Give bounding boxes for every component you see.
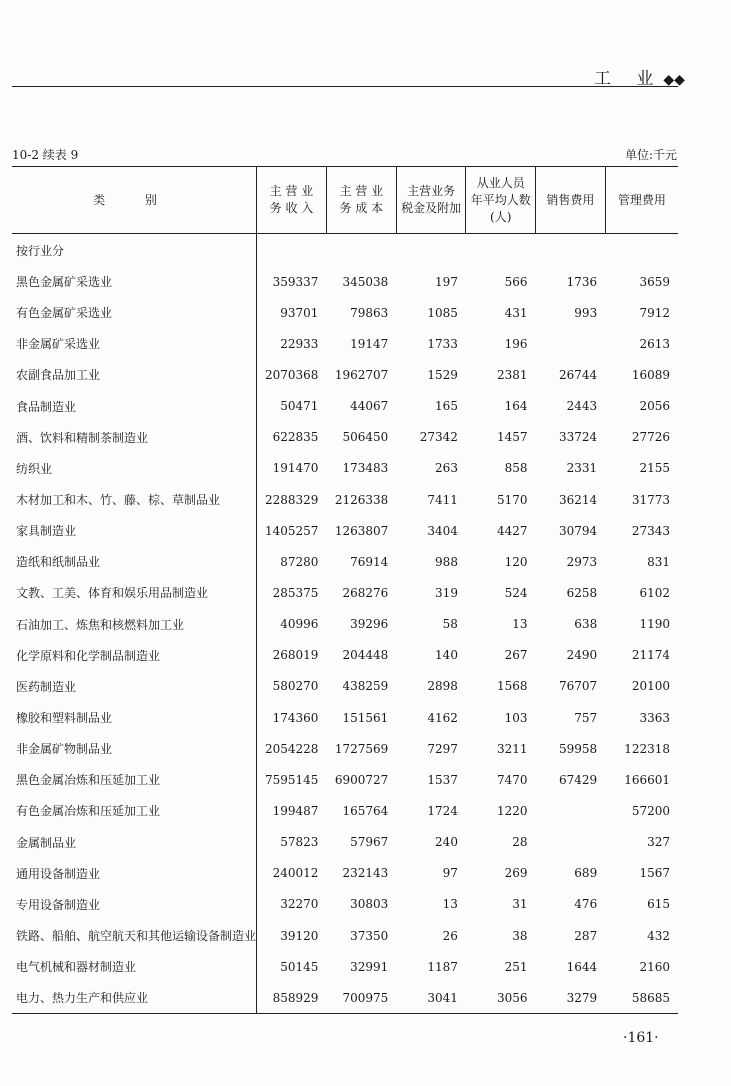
cost-cell: 6900727 <box>334 772 389 787</box>
sales-expense-cell <box>536 795 606 826</box>
cost-cell: 76914 <box>350 554 389 569</box>
industry-name: 通用设备制造业 <box>12 858 257 889</box>
cost-cell: 345038 <box>342 274 389 289</box>
sales-expense-cell: 476 <box>574 897 598 912</box>
group-label: 按行业分 <box>12 234 257 267</box>
employees-cell: 3211 <box>496 741 528 756</box>
table-row <box>12 266 678 297</box>
tax-cell: 1085 <box>427 305 458 320</box>
running-head-title: 工 业 <box>594 69 664 89</box>
table-row <box>12 702 678 733</box>
table-row <box>12 951 678 982</box>
admin-expense-cell: 3363 <box>639 710 670 725</box>
sales-expense-cell: 2331 <box>566 461 598 476</box>
tax-cell: 197 <box>435 274 458 289</box>
revenue-cell: 191470 <box>272 461 319 476</box>
table-row <box>12 764 678 795</box>
table-row <box>12 515 678 546</box>
admin-expense-cell: 21174 <box>631 648 670 663</box>
col-header-category: 类 别 <box>12 167 257 234</box>
revenue-cell: 50471 <box>280 399 319 414</box>
cost-cell: 44067 <box>350 399 389 414</box>
tax-cell: 319 <box>435 585 458 600</box>
table-header-row <box>12 167 678 234</box>
employees-cell: 269 <box>504 866 528 881</box>
cost-cell: 37350 <box>350 928 389 943</box>
table-row <box>12 827 678 858</box>
sales-expense-cell: 2443 <box>566 399 598 414</box>
cost-cell: 232143 <box>342 866 389 881</box>
admin-expense-cell: 6102 <box>639 585 670 600</box>
industry-name: 金属制品业 <box>12 827 257 858</box>
col-header-revenue: 主 营 业 务 收 入 <box>257 167 327 234</box>
table-row <box>12 920 678 951</box>
tax-cell: 988 <box>435 554 458 569</box>
revenue-cell: 858929 <box>257 982 327 1014</box>
tax-cell: 3041 <box>396 982 466 1014</box>
sales-expense-cell <box>536 827 606 858</box>
sales-expense-cell: 33724 <box>559 430 598 445</box>
revenue-cell: 22933 <box>280 336 319 351</box>
tax-cell: 2898 <box>427 679 458 694</box>
industry-name: 木材加工和木、竹、藤、棕、草制品业 <box>12 484 257 515</box>
revenue-cell: 240012 <box>272 866 319 881</box>
sales-expense-cell: 6258 <box>566 585 598 600</box>
tax-cell: 1733 <box>427 336 458 351</box>
revenue-cell: 174360 <box>272 710 319 725</box>
table-row <box>12 795 678 826</box>
cost-cell: 506450 <box>342 430 389 445</box>
employees-cell: 1220 <box>496 803 528 818</box>
revenue-cell: 93701 <box>280 305 319 320</box>
employees-cell: 267 <box>504 648 528 663</box>
sales-expense-cell: 26744 <box>559 367 598 382</box>
sales-expense-cell: 3279 <box>536 982 606 1014</box>
revenue-cell: 87280 <box>280 554 319 569</box>
cost-cell: 151561 <box>342 710 389 725</box>
cost-cell: 204448 <box>342 648 389 663</box>
employees-cell: 164 <box>504 399 528 414</box>
admin-expense-cell: 2160 <box>639 959 670 974</box>
tax-cell: 27342 <box>419 430 458 445</box>
tax-cell: 1187 <box>427 959 458 974</box>
header-rule <box>12 86 678 87</box>
industry-name: 非金属矿采选业 <box>12 328 257 359</box>
revenue-cell: 7595145 <box>264 772 319 787</box>
col-header-sales-expense: 销售费用 <box>536 167 606 234</box>
industry-name: 黑色金属矿采选业 <box>12 266 257 297</box>
industry-name: 电力、热力生产和供应业 <box>12 982 257 1014</box>
industry-name: 石油加工、炼焦和核燃料加工业 <box>12 609 257 640</box>
tax-cell: 240 <box>435 835 458 850</box>
sales-expense-cell: 2490 <box>566 648 598 663</box>
sales-expense-cell: 2973 <box>566 554 598 569</box>
admin-expense-cell: 327 <box>647 835 670 850</box>
revenue-cell: 285375 <box>272 585 319 600</box>
sales-expense-cell: 287 <box>574 928 598 943</box>
tax-cell: 13 <box>442 897 458 912</box>
page-number: ·161· <box>623 1030 659 1046</box>
sales-expense-cell: 638 <box>574 617 598 632</box>
cost-cell: 32991 <box>350 959 389 974</box>
admin-expense-cell: 7912 <box>639 305 670 320</box>
table-row <box>12 858 678 889</box>
admin-expense-cell: 166601 <box>624 772 670 787</box>
employees-cell: 431 <box>504 305 528 320</box>
table-row <box>12 889 678 920</box>
table-row <box>12 453 678 484</box>
sales-expense-cell: 1736 <box>566 274 598 289</box>
employees-cell: 103 <box>504 710 528 725</box>
table-row <box>12 577 678 608</box>
table-row <box>12 733 678 764</box>
revenue-cell: 359337 <box>272 274 319 289</box>
sales-expense-cell <box>536 328 606 359</box>
industry-name: 专用设备制造业 <box>12 889 257 920</box>
revenue-cell: 57823 <box>280 835 319 850</box>
admin-expense-cell: 31773 <box>631 492 670 507</box>
table-row <box>12 297 678 328</box>
sales-expense-cell: 76707 <box>559 679 598 694</box>
cost-cell: 1263807 <box>334 523 389 538</box>
admin-expense-cell: 615 <box>647 897 670 912</box>
employees-cell: 4427 <box>496 523 528 538</box>
admin-expense-cell: 16089 <box>631 367 670 382</box>
industry-name: 化学原料和化学制品制造业 <box>12 640 257 671</box>
admin-expense-cell: 1190 <box>639 617 670 632</box>
tax-cell: 97 <box>442 866 458 881</box>
sales-expense-cell: 30794 <box>559 523 598 538</box>
diamond-ornament-icon: ◆◆ <box>663 72 685 88</box>
revenue-cell: 1405257 <box>264 523 319 538</box>
tax-cell: 1724 <box>427 803 458 818</box>
employees-cell: 120 <box>504 554 528 569</box>
industry-name: 黑色金属冶炼和压延加工业 <box>12 764 257 795</box>
admin-expense-cell: 2613 <box>639 336 670 351</box>
sales-expense-cell: 36214 <box>559 492 598 507</box>
cost-cell: 165764 <box>342 803 389 818</box>
tax-cell: 140 <box>435 648 458 663</box>
admin-expense-cell: 2155 <box>639 461 670 476</box>
admin-expense-cell: 3659 <box>639 274 670 289</box>
cost-cell: 268276 <box>342 585 389 600</box>
cost-cell: 700975 <box>326 982 396 1014</box>
industry-name: 酒、饮料和精制茶制造业 <box>12 422 257 453</box>
revenue-cell: 2054228 <box>264 741 319 756</box>
tax-cell: 165 <box>435 399 458 414</box>
tax-cell: 4162 <box>427 710 458 725</box>
industry-name: 家具制造业 <box>12 515 257 546</box>
col-header-cost: 主 营 业 务 成 本 <box>326 167 396 234</box>
employees-cell: 251 <box>504 959 528 974</box>
industry-name: 农副食品加工业 <box>12 359 257 390</box>
sales-expense-cell: 59958 <box>559 741 598 756</box>
revenue-cell: 50145 <box>280 959 319 974</box>
admin-expense-cell: 58685 <box>605 982 678 1014</box>
industry-name: 电气机械和器材制造业 <box>12 951 257 982</box>
cost-cell: 438259 <box>342 679 389 694</box>
industry-name: 医药制造业 <box>12 671 257 702</box>
admin-expense-cell: 27726 <box>631 430 670 445</box>
sales-expense-cell: 993 <box>574 305 598 320</box>
cost-cell: 19147 <box>350 336 389 351</box>
group-row <box>12 234 678 267</box>
cost-cell: 30803 <box>350 897 389 912</box>
table-row <box>12 422 678 453</box>
employees-cell: 13 <box>512 617 528 632</box>
tax-cell: 7411 <box>427 492 458 507</box>
tax-cell: 26 <box>442 928 458 943</box>
revenue-cell: 622835 <box>272 430 319 445</box>
cost-cell: 1962707 <box>334 367 389 382</box>
admin-expense-cell: 2056 <box>639 399 670 414</box>
tax-cell: 3404 <box>427 523 458 538</box>
industry-name: 铁路、船舶、航空航天和其他运输设备制造业 <box>12 920 257 951</box>
revenue-cell: 32270 <box>280 897 319 912</box>
employees-cell: 7470 <box>496 772 528 787</box>
revenue-cell: 580270 <box>272 679 319 694</box>
cost-cell: 1727569 <box>334 741 389 756</box>
industry-name: 非金属矿物制品业 <box>12 733 257 764</box>
table-row <box>12 982 678 1014</box>
table-row <box>12 640 678 671</box>
employees-cell: 858 <box>504 461 528 476</box>
col-header-tax: 主营业务 税金及附加 <box>396 167 466 234</box>
table-row <box>12 609 678 640</box>
statistics-table <box>12 166 678 1014</box>
table-id: 10-2 续表 9 <box>12 148 79 162</box>
industry-name: 食品制造业 <box>12 391 257 422</box>
cost-cell: 39296 <box>350 617 389 632</box>
industry-name: 有色金属矿采选业 <box>12 297 257 328</box>
employees-cell: 3056 <box>466 982 536 1014</box>
revenue-cell: 39120 <box>280 928 319 943</box>
col-header-employees: 从业人员 年平均人数 (人) <box>466 167 536 234</box>
industry-name: 造纸和纸制品业 <box>12 546 257 577</box>
table-row <box>12 546 678 577</box>
sales-expense-cell: 689 <box>574 866 598 881</box>
table-row <box>12 359 678 390</box>
employees-cell: 5170 <box>496 492 528 507</box>
tax-cell: 263 <box>435 461 458 476</box>
employees-cell: 566 <box>504 274 528 289</box>
admin-expense-cell: 432 <box>647 928 670 943</box>
employees-cell: 524 <box>504 585 528 600</box>
employees-cell: 2381 <box>496 367 528 382</box>
table-row <box>12 391 678 422</box>
tax-cell: 1529 <box>427 367 458 382</box>
industry-name: 文教、工美、体育和娱乐用品制造业 <box>12 577 257 608</box>
admin-expense-cell: 57200 <box>631 803 670 818</box>
industry-name: 橡胶和塑料制品业 <box>12 702 257 733</box>
tax-cell: 7297 <box>427 741 458 756</box>
tax-cell: 58 <box>442 617 458 632</box>
industry-name: 纺织业 <box>12 453 257 484</box>
admin-expense-cell: 27343 <box>631 523 670 538</box>
employees-cell: 38 <box>512 928 528 943</box>
employees-cell: 31 <box>512 897 528 912</box>
admin-expense-cell: 1567 <box>639 866 670 881</box>
revenue-cell: 199487 <box>272 803 319 818</box>
employees-cell: 196 <box>504 336 528 351</box>
table-row <box>12 484 678 515</box>
revenue-cell: 40996 <box>280 617 319 632</box>
table-row <box>12 328 678 359</box>
revenue-cell: 268019 <box>272 648 319 663</box>
sales-expense-cell: 757 <box>574 710 598 725</box>
sales-expense-cell: 1644 <box>566 959 598 974</box>
tax-cell: 1537 <box>427 772 458 787</box>
cost-cell: 57967 <box>350 835 389 850</box>
admin-expense-cell: 122318 <box>624 741 670 756</box>
revenue-cell: 2288329 <box>264 492 319 507</box>
admin-expense-cell: 831 <box>647 554 670 569</box>
employees-cell: 1568 <box>496 679 528 694</box>
cost-cell: 79863 <box>350 305 389 320</box>
unit-label: 单位:千元 <box>624 148 677 162</box>
table-row <box>12 671 678 702</box>
cost-cell: 2126338 <box>334 492 389 507</box>
admin-expense-cell: 20100 <box>631 679 670 694</box>
revenue-cell: 2070368 <box>264 367 319 382</box>
cost-cell: 173483 <box>342 461 389 476</box>
sales-expense-cell: 67429 <box>559 772 598 787</box>
industry-name: 有色金属冶炼和压延加工业 <box>12 795 257 826</box>
employees-cell: 28 <box>512 835 528 850</box>
employees-cell: 1457 <box>496 430 528 445</box>
col-header-admin-expense: 管理费用 <box>605 167 678 234</box>
